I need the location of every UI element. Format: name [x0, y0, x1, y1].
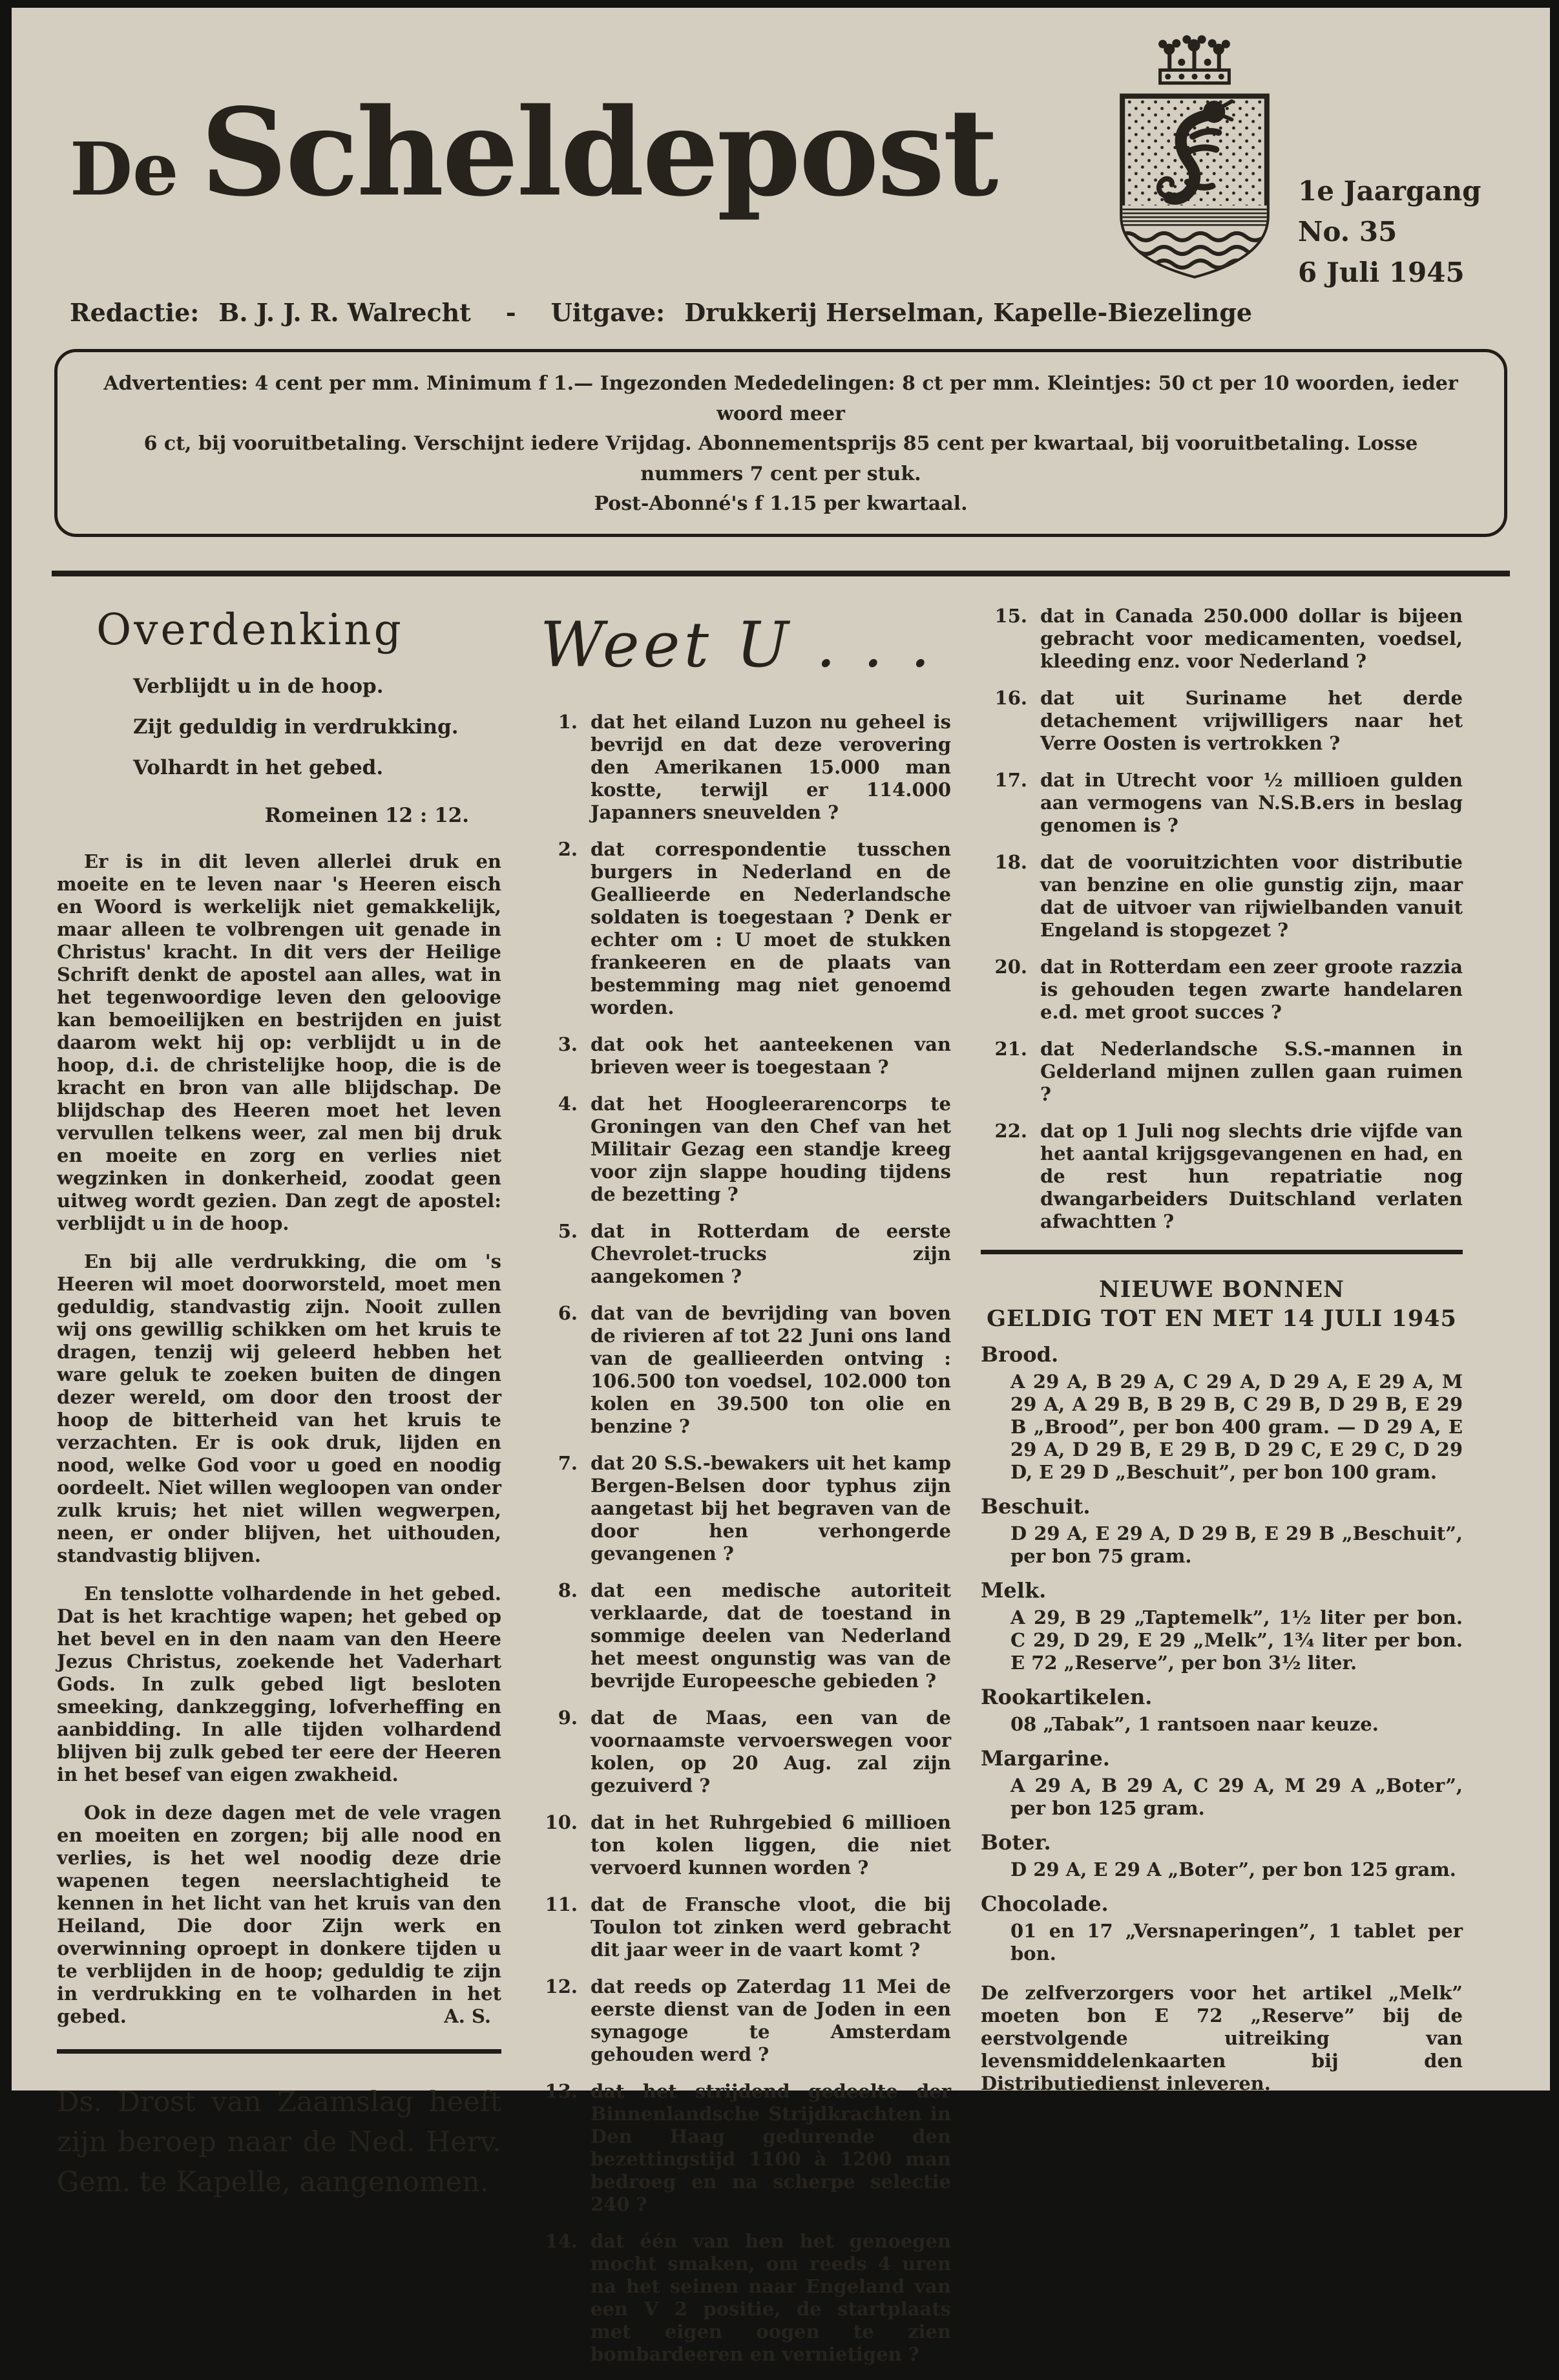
weet-u-item-number: 20.	[994, 955, 1027, 978]
weet-u-item-number: 2.	[558, 837, 578, 860]
overdenking-paragraph: En tenslotte volhardende in het gebed. Dat is het krachtige wapen; het gebed op het bevel en in den naam van den Heere Jezus Christus, zoekende het Vaderhart Gods. In zulk gebed ligt besloten smeeking, dankzegging, lofverheffing en aanbidding. In alle tijden volhardend blijven bij zulk gebed ter eere der Heeren in het besef van eigen zwakheid.	[57, 1582, 501, 1785]
bonnen-section	[981, 1494, 1463, 1568]
verse-reference: Romeinen 12 : 12.	[264, 803, 469, 827]
weet-u-item-number: 5.	[558, 1219, 578, 1242]
weet-u-item	[981, 1120, 1463, 1233]
newspaper-title	[70, 31, 1113, 297]
weet-u-item-number: 13.	[545, 2080, 578, 2102]
bonnen-section	[981, 1578, 1463, 1674]
weet-u-item-number: 7.	[558, 1451, 578, 1474]
issue-number: No. 35	[1298, 216, 1397, 247]
weet-u-item-number: 1.	[558, 710, 578, 733]
bonnen-section-text: A 29 A, B 29 A, C 29 A, M 29 A „Boter”, per bon 125 gram.	[1010, 1774, 1463, 1819]
author-initials: A. S.	[444, 2005, 491, 2027]
column-right	[981, 605, 1463, 2380]
weet-u-item	[981, 769, 1463, 837]
bonnen-section	[981, 1891, 1463, 1965]
zeeland-coat-of-arms-icon	[1113, 34, 1276, 297]
weet-u-item	[981, 1038, 1463, 1106]
weet-u-item-number: 6.	[558, 1301, 578, 1324]
weet-u-item-number: 17.	[994, 768, 1027, 791]
weet-u-item-text: dat de Maas, een van de voornaamste vervoerswegen voor kolen, op 20 Aug. zal zijn gezuiverd ?	[591, 1706, 951, 1796]
imprint-dash: -	[505, 298, 516, 327]
bonnen-section-text: D 29 A, E 29 A, D 29 B, E 29 B „Beschuit”, per bon 75 gram.	[1010, 1522, 1463, 1567]
bonnen-section	[981, 1746, 1463, 1820]
article-columns	[12, 576, 1550, 2380]
weet-u-item-number: 3.	[558, 1033, 578, 1055]
weet-u-item	[531, 1452, 951, 1565]
column-weet-u	[531, 605, 951, 2380]
bonnen-title: NIEUWE BONNEN	[1098, 1276, 1345, 1303]
verse-line: Volhardt in het gebed.	[133, 755, 384, 779]
weet-u-item-text: dat één van hen het genoegen mocht smaken, om reeds 4 uren na het seinen naar Engeland van een V 2 positie, de startplaats met eigen oogen te zien bombardeeren en vernietigen ?	[591, 2229, 951, 2365]
church-announcement: Ds. Drost van Zaamslag heeft zijn beroep naar de Ned. Herv. Gem. te Kapelle, aangenomen.	[57, 2085, 501, 2198]
weet-u-item-number: 14.	[545, 2229, 578, 2252]
bonnen-section	[981, 1342, 1463, 1484]
notice-line: 6 ct, bij vooruitbetaling. Verschijnt iedere Vrijdag. Abonnementsprijs 85 cent per kwartaal, bij vooruitbetaling. Losse nummers 7 cent per stuk.	[143, 432, 1418, 485]
weet-u-item	[531, 838, 951, 1019]
weet-u-item-number: 15.	[994, 604, 1027, 627]
issue-jaargang: 1e Jaargang	[1298, 175, 1481, 207]
weet-u-item-text: dat 20 S.S.-bewakers uit het kamp Bergen-Belsen door typhus zijn aangetast bij het begraven van de door hen verhongerde gevangenen ?	[591, 1451, 951, 1564]
bonnen-section-name: Boter.	[981, 1829, 1051, 1855]
bonnen-sections	[981, 1342, 1463, 1965]
overdenking-paragraph: Er is in dit leven allerlei druk en moeite en te leven naar 's Heeren eisch en Woord is werkelijk niet gemakkelijk, maar alleen te volbrengen uit genade in Christus' kracht. In dit vers der Heilige Schrift denkt de apostel aan alles, wat in het tegenwoordige leven den geloovige kan bemoeilijken en bestrijden en juist daarom wekt hij op: verblijdt u in de hoop, d.i. de christelijke hoop, die is de kracht en bron van alle blijdschap. De blijdschap des Heeren moet het leven vervullen telkens weer, zal men bij druk en moeite en zorg en verlies niet wegzinken in donkerheid, zoodat geen uitweg wordt gezien. Dan zegt de apostel: verblijdt u in de hoop.	[57, 850, 501, 1234]
weet-u-item-number: 4.	[558, 1092, 578, 1115]
bonnen-subtitle: GELDIG TOT EN MET 14 JULI 1945	[987, 1305, 1457, 1332]
overdenking-paragraph: En bij alle verdrukking, die om 's Heeren wil moet doorworsteld, moet men geduldig, standvastig zijn. Nooit zullen wij ons gewillig schikken om het kruis te dragen, tenzij wij geleerd hebben het ware geluk te zoeken buiten de dingen dezer wereld, om door den troost der hoop de bitterheid van het kruis te verzachten. Er is ook druk, lijden en nood, welke God voor u goed en noodig oordeelt. Niet willen wegloopen van onder zulk kruis; het niet willen wegwerpen, neen, er onder blijven, het uithouden, standvastig blijven.	[57, 1250, 501, 1566]
bonnen-section-text: A 29 A, B 29 A, C 29 A, D 29 A, E 29 A, M 29 A, A 29 B, B 29 B, C 29 B, D 29 B, E 29 B „Brood”, per bon 400 gram. — D 29 A, E 29 A, D 29 B, E 29 B, D 29 C, E 29 C, D 29 D, E 29 D „Beschuit”, per bon 100 gram.	[1010, 1370, 1463, 1483]
bonnen-section-text: D 29 A, E 29 A „Boter”, per bon 125 gram.	[1010, 1858, 1456, 1880]
weet-u-item-text: dat ook het aanteekenen van brieven weer is toegestaan ?	[591, 1033, 951, 1078]
weet-u-item-text: dat het eiland Luzon nu geheel is bevrijd en dat deze verovering den Amerikanen 15.000 man kostte, terwijl er 114.000 Japanners sneuvelden ?	[591, 710, 951, 823]
weet-u-item-text: dat de vooruitzichten voor distributie van benzine en olie gunstig zijn, maar dat de uitvoer van rijwielbanden vanuit Engeland is stopgezet ?	[1040, 850, 1463, 941]
weet-u-item-number: 21.	[994, 1037, 1027, 1060]
weet-u-list-b	[981, 605, 1463, 1233]
bonnen-section	[981, 1685, 1463, 1736]
imprint-line	[70, 298, 1505, 327]
weet-u-item-text: dat op 1 Juli nog slechts drie vijfde van het aantal krijgsgevangenen en had, en de rest hun repatriatie nog dwangarbeiders Duitschland verlaten afwachtten ?	[1040, 1119, 1463, 1232]
bonnen-footer-note: De zelfverzorgers voor het artikel „Melk” moeten bon E 72 „Reserve” bij de eerstvolgende uitreiking van levensmiddelenkaarten bij den Distributiedienst inleveren.	[981, 1981, 1463, 2094]
bonnen-section-name: Beschuit.	[981, 1493, 1091, 1519]
bonnen-section	[981, 1830, 1463, 1881]
weet-u-item	[531, 2230, 951, 2366]
subscription-notice-box	[54, 349, 1507, 537]
overdenking-paragraph: Ook in deze dagen met de vele vragen en moeiten en zorgen; bij alle nood en verlies, is het wel noodig deze drie wapenen tegen neerslachtigheid te kennen in het licht van het kruis van den Heiland, Die door Zijn werk en overwinning oproept in donkere tijden u te verblijden in de hoop; geduldig te zijn in verdrukking en te volharden in het gebed.	[57, 1801, 501, 2027]
weet-u-item-text: dat in Rotterdam de eerste Chevrolet-trucks zijn aangekomen ?	[591, 1219, 951, 1287]
issue-date: 6 Juli 1945	[1298, 257, 1465, 288]
title-main: Scheldepost	[200, 81, 997, 223]
weet-u-item-text: dat in Rotterdam een zeer groote razzia is gehouden tegen zwarte handelaren e.d. met groot succes ?	[1040, 955, 1463, 1023]
weet-u-item-text: dat correspondentie tusschen burgers in Nederland en de Geallieerde en Nederlandsche soldaten is toegestaan ? Denk er echter om : U moet de stukken frankeeren en de plaats van bestemming mag niet genoemd worden.	[591, 837, 951, 1018]
uitgave-label: Uitgave:	[550, 298, 665, 327]
weet-u-item	[531, 1811, 951, 1879]
weet-u-item-number: 18.	[994, 850, 1027, 873]
verse-line: Zijt geduldig in verdrukking.	[133, 715, 459, 739]
weet-u-item	[531, 1033, 951, 1079]
issue-info	[1276, 171, 1505, 297]
bonnen-section-name: Margarine.	[981, 1745, 1110, 1771]
overdenking-title: Overdenking	[96, 604, 404, 655]
column-divider-rule	[981, 1250, 1463, 1254]
weet-u-item-text: dat van de bevrijding van boven de rivieren af tot 22 Juni ons land van de geallieerden ontving : 106.500 ton voedsel, 102.000 ton kolen en 39.500 ton olie en benzine ?	[591, 1301, 951, 1437]
uitgave-value: Drukkerij Herselman, Kapelle-Biezelinge	[684, 298, 1253, 327]
redactie-value: B. J. J. R. Walrecht	[218, 298, 471, 327]
weet-u-item-number: 16.	[994, 686, 1027, 709]
weet-u-item-text: dat de Fransche vloot, die bij Toulon tot zinken werd gebracht dit jaar weer in de vaart komt ?	[591, 1893, 951, 1961]
bonnen-section-text: 01 en 17 „Versnaperingen”, 1 tablet per bon.	[1010, 1919, 1463, 1964]
redactie-label: Redactie:	[70, 298, 200, 327]
notice-line: Advertenties: 4 cent per mm. Minimum f 1.— Ingezonden Mededelingen: 8 ct per mm. Kleintjes: 50 ct per 10 woorden, ieder woord meer	[103, 372, 1458, 425]
weet-u-item	[531, 1579, 951, 1692]
weet-u-item-number: 22.	[994, 1119, 1027, 1142]
bonnen-section-name: Brood.	[981, 1342, 1059, 1367]
weet-u-item-number: 8.	[558, 1579, 578, 1601]
weet-u-item	[531, 2080, 951, 2216]
weet-u-item-number: 9.	[558, 1706, 578, 1729]
weet-u-item	[981, 605, 1463, 673]
bonnen-section-name: Rookartikelen.	[981, 1684, 1153, 1709]
weet-u-item	[531, 711, 951, 824]
weet-u-item	[531, 1093, 951, 1206]
verse-line: Verblijdt u in de hoop.	[133, 674, 384, 698]
title-prefix: De	[70, 127, 179, 212]
overdenking-body	[57, 850, 501, 2028]
weet-u-item	[531, 1707, 951, 1797]
bonnen-section-text: A 29, B 29 „Taptemelk”, 1½ liter per bon. C 29, D 29, E 29 „Melk”, 1¾ liter per bon. E 72 „Reserve”, per bon 3½ liter.	[1010, 1606, 1463, 1674]
weet-u-item-number: 12.	[545, 1975, 578, 1997]
weet-u-list-a	[531, 711, 951, 2366]
bonnen-section-text: 08 „Tabak”, 1 rantsoen naar keuze.	[1010, 1712, 1379, 1735]
weet-u-item-text: dat het strijdend gedeelte der Binnenlandsche Strijdkrachten in Den Haag gedurende den bezettingstijd 1100 à 1200 man bedroeg en na scherpe selectie 240 ?	[591, 2080, 951, 2215]
weet-u-item-text: dat een medische autoriteit verklaarde, dat de toestand in sommige deelen van Nederland het meest ongunstig was van de bevrijde Europeesche gebieden ?	[591, 1579, 951, 1692]
weet-u-item-text: dat reeds op Zaterdag 11 Mei de eerste dienst van de Joden in een synagoge te Amsterdam gehouden werd ?	[591, 1975, 951, 2065]
notice-line: Post-Abonné's f 1.15 per kwartaal.	[594, 492, 968, 515]
weet-u-item	[531, 1302, 951, 1438]
weet-u-item	[531, 1220, 951, 1288]
column-overdenking	[57, 605, 501, 2380]
weet-u-item-text: dat Nederlandsche S.S.-mannen in Gelderland mijnen zullen gaan ruimen ?	[1040, 1037, 1463, 1105]
weet-u-item-number: 10.	[545, 1811, 578, 1833]
weet-u-item-text: dat het Hoogleerarencorps te Groningen van den Chef van het Militair Gezag een standje kreeg voor zijn slappe houding tijdens de bezetting ?	[591, 1092, 951, 1205]
weet-u-item-number: 11.	[545, 1893, 578, 1915]
weet-u-title: Weet U . . .	[540, 608, 934, 681]
weet-u-item	[531, 1975, 951, 2066]
verse-lines	[57, 674, 501, 779]
bonnen-section-name: Chocolade.	[981, 1891, 1109, 1916]
masthead	[12, 8, 1550, 327]
newspaper-page	[12, 8, 1550, 2365]
masthead-divider-rule	[52, 571, 1510, 576]
weet-u-item	[981, 687, 1463, 755]
weet-u-item-text: dat in het Ruhrgebied 6 millioen ton kolen liggen, die niet vervoerd kunnen worden ?	[591, 1811, 951, 1879]
weet-u-item-text: dat uit Suriname het derde detachement vrijwilligers naar het Verre Oosten is vertrokken ?	[1040, 686, 1463, 754]
weet-u-item	[981, 851, 1463, 942]
weet-u-item	[531, 1893, 951, 1961]
weet-u-item-text: dat in Utrecht voor ½ millioen gulden aan vermogens van N.S.B.ers in beslag genomen is ?	[1040, 768, 1463, 836]
weet-u-item-text: dat in Canada 250.000 dollar is bijeen gebracht voor medicamenten, voedsel, kleeding enz. voor Nederland ?	[1040, 604, 1463, 672]
column-divider-rule	[57, 2049, 501, 2054]
bonnen-section-name: Melk.	[981, 1577, 1047, 1603]
weet-u-item	[981, 956, 1463, 1024]
